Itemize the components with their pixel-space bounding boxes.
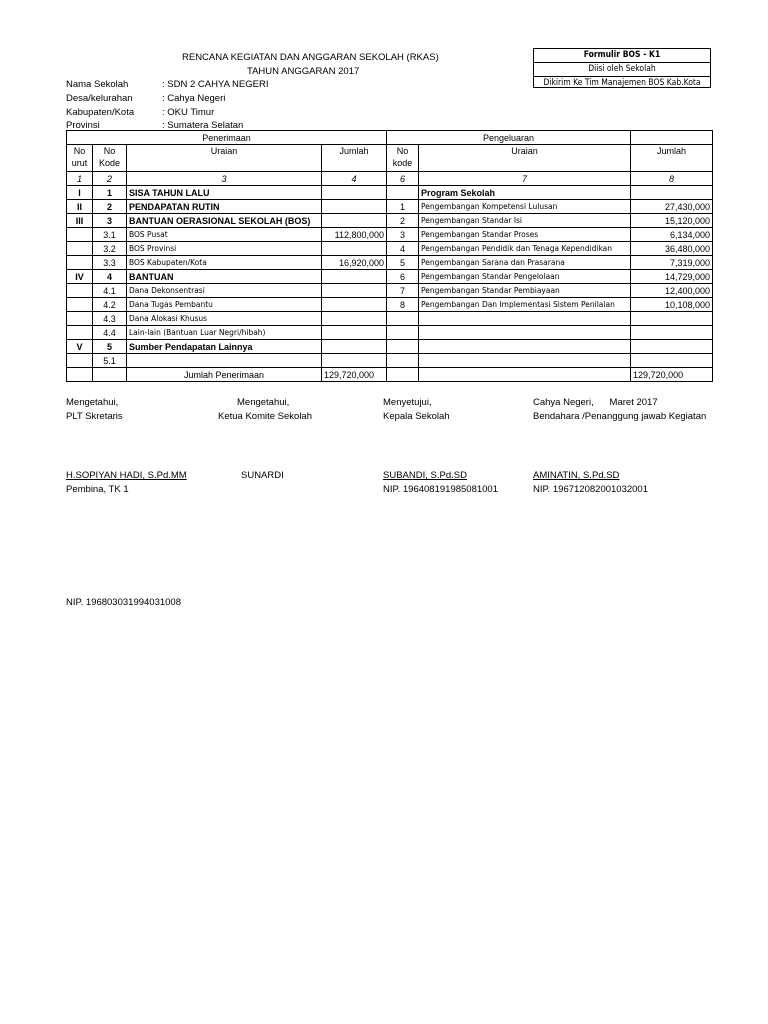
table-row	[67, 242, 713, 256]
row-jumlah	[322, 186, 387, 200]
row-no-urut	[67, 312, 93, 326]
row-no-kode: 4.3	[93, 312, 127, 326]
row-jumlah	[322, 214, 387, 228]
table-row	[67, 270, 713, 284]
row-jumlah: 112,800,000	[322, 228, 387, 242]
col-no-kode-2: No kode	[387, 145, 419, 172]
row-jumlah-2: 36,480,000	[631, 242, 713, 256]
regency-row	[66, 107, 214, 118]
sig1-name: H.SOPIYAN HADI, S.Pd.MM	[66, 470, 187, 481]
row-uraian: Sumber Pendapatan Lainnya	[127, 340, 322, 354]
row-no-urut	[67, 354, 93, 368]
col-number: 6	[387, 172, 419, 186]
sig3-nip: NIP. 196408191985081001	[383, 484, 498, 495]
sig1-role: PLT Skretaris	[66, 411, 123, 422]
row-uraian-2	[419, 354, 631, 368]
sig1-rank: Pembina, TK 1	[66, 484, 129, 495]
row-no-kode-2	[387, 186, 419, 200]
row-no-kode: 3	[93, 214, 127, 228]
row-uraian: BANTUAN	[127, 270, 322, 284]
row-uraian	[127, 354, 322, 368]
row-jumlah-2	[631, 326, 713, 340]
table-row	[67, 186, 713, 200]
row-uraian: Dana Alokasi Khusus	[127, 312, 322, 326]
row-no-urut: III	[67, 214, 93, 228]
sig4-name: AMINATIN, S.Pd.SD	[533, 470, 620, 481]
row-jumlah: 16,920,000	[322, 256, 387, 270]
row-uraian-2: Pengembangan Standar Pengelolaan	[419, 270, 631, 284]
sig3-role: Kepala Sekolah	[383, 411, 450, 422]
col-jumlah-2: Jumlah	[631, 145, 713, 172]
row-no-kode-2	[387, 312, 419, 326]
row-uraian: BANTUAN OERASIONAL SEKOLAH (BOS)	[127, 214, 322, 228]
total-empty	[387, 368, 419, 382]
row-jumlah	[322, 200, 387, 214]
group-header-row	[67, 131, 713, 145]
total-label: Jumlah Penerimaan	[127, 368, 322, 382]
row-jumlah-2	[631, 186, 713, 200]
row-uraian-2: Program Sekolah	[419, 186, 631, 200]
table-row	[67, 228, 713, 242]
table-row	[67, 284, 713, 298]
sig1-heading: Mengetahui,	[66, 397, 119, 408]
row-uraian-2	[419, 340, 631, 354]
row-jumlah	[322, 340, 387, 354]
pengeluaran-header: Pengeluaran	[387, 131, 631, 145]
column-header-row	[67, 145, 713, 172]
school-name-row	[66, 79, 268, 90]
table-row	[67, 340, 713, 354]
table-row	[67, 354, 713, 368]
row-no-kode-2	[387, 354, 419, 368]
row-uraian: PENDAPATAN RUTIN	[127, 200, 322, 214]
col-uraian: Uraian	[127, 145, 322, 172]
row-uraian: BOS Pusat	[127, 228, 322, 242]
table-row	[67, 200, 713, 214]
row-no-urut: IV	[67, 270, 93, 284]
row-no-kode-2: 6	[387, 270, 419, 284]
sig3-name: SUBANDI, S.Pd.SD	[383, 470, 467, 481]
row-no-urut	[67, 326, 93, 340]
col-no-kode: No Kode	[93, 145, 127, 172]
row-no-kode: 4.1	[93, 284, 127, 298]
col-jumlah: Jumlah	[322, 145, 387, 172]
sig4-role: Bendahara /Penanggung jawab Kegiatan	[533, 411, 707, 422]
row-uraian-2	[419, 312, 631, 326]
row-jumlah-2: 10,108,000	[631, 298, 713, 312]
row-no-urut	[67, 242, 93, 256]
sig2-role: Ketua Komite Sekolah	[218, 411, 313, 422]
col-number: 2	[93, 172, 127, 186]
row-uraian-2: Pengembangan Sarana dan Prasarana	[419, 256, 631, 270]
row-uraian-2: Pengembangan Standar Pembiayaan	[419, 284, 631, 298]
sig4-place-date: Cahya Negeri, Maret 2017	[533, 397, 658, 408]
row-no-kode: 3.2	[93, 242, 127, 256]
row-jumlah	[322, 284, 387, 298]
form-code: Formulir BOS - K1	[534, 49, 710, 63]
column-number-row	[67, 172, 713, 186]
row-no-kode: 3.3	[93, 256, 127, 270]
penerimaan-header: Penerimaan	[67, 131, 387, 145]
village-label: Desa/kelurahan	[66, 93, 133, 104]
row-no-kode-2: 7	[387, 284, 419, 298]
row-no-kode-2: 4	[387, 242, 419, 256]
table-row	[67, 298, 713, 312]
row-jumlah-2	[631, 340, 713, 354]
sig1-nip: NIP. 196803031994031008	[66, 597, 181, 608]
province-value: : Sumatera Selatan	[162, 120, 244, 131]
row-uraian: SISA TAHUN LALU	[127, 186, 322, 200]
row-jumlah-2: 27,430,000	[631, 200, 713, 214]
col-number: 7	[419, 172, 631, 186]
sig2-heading: Mengetahui,	[237, 397, 290, 408]
village-row	[66, 93, 225, 104]
row-no-urut	[67, 298, 93, 312]
row-no-urut: I	[67, 186, 93, 200]
row-jumlah	[322, 326, 387, 340]
row-jumlah	[322, 270, 387, 284]
row-jumlah	[322, 242, 387, 256]
row-no-urut	[67, 256, 93, 270]
sig4-nip: NIP. 196712082001032001	[533, 484, 648, 495]
province-label: Provinsi	[66, 120, 100, 131]
regency-value: : OKU Timur	[162, 107, 215, 118]
row-no-kode: 5.1	[93, 354, 127, 368]
row-uraian: Lain-lain (Bantuan Luar Negri/hibah)	[127, 326, 322, 340]
row-uraian-2: Pengembangan Standar Isi	[419, 214, 631, 228]
row-no-urut	[67, 284, 93, 298]
row-jumlah-2: 12,400,000	[631, 284, 713, 298]
sig2-name: SUNARDI	[241, 470, 284, 481]
form-info-box	[533, 48, 711, 88]
regency-label: Kabupaten/Kota	[66, 107, 135, 118]
row-uraian-2	[419, 326, 631, 340]
table-row	[67, 326, 713, 340]
row-no-kode-2	[387, 340, 419, 354]
table-row	[67, 312, 713, 326]
row-jumlah-2	[631, 312, 713, 326]
row-no-kode: 3.1	[93, 228, 127, 242]
form-filled-by: Diisi oleh Sekolah	[534, 63, 710, 77]
school-name-value: : SDN 2 CAHYA NEGERI	[162, 79, 269, 90]
total-empty	[419, 368, 631, 382]
col-number: 8	[631, 172, 713, 186]
total-row	[67, 368, 713, 382]
row-no-kode-2: 8	[387, 298, 419, 312]
row-no-kode: 2	[93, 200, 127, 214]
row-uraian-2: Pengembangan Kompetensi Lulusan	[419, 200, 631, 214]
row-no-kode-2: 1	[387, 200, 419, 214]
form-send-to: Dikirim Ke Tim Manajemen BOS Kab.Kota	[543, 78, 701, 88]
row-uraian: BOS Provinsi	[127, 242, 322, 256]
rkas-table	[66, 130, 713, 382]
total-empty	[67, 368, 93, 382]
row-no-kode: 1	[93, 186, 127, 200]
row-no-kode-2: 2	[387, 214, 419, 228]
total-empty	[93, 368, 127, 382]
col-number: 3	[127, 172, 322, 186]
sig3-heading: Menyetujui,	[383, 397, 432, 408]
document-subtitle: TAHUN ANGGARAN 2017	[247, 66, 360, 77]
row-uraian-2: Pengembangan Dan Implementasi Sistem Penilaian	[419, 298, 631, 312]
row-jumlah	[322, 298, 387, 312]
row-no-kode-2: 3	[387, 228, 419, 242]
row-no-urut	[67, 228, 93, 242]
row-jumlah-2: 6,134,000	[631, 228, 713, 242]
row-jumlah-2: 14,729,000	[631, 270, 713, 284]
col-no-urut: No urut	[67, 145, 93, 172]
row-jumlah-2: 7,319,000	[631, 256, 713, 270]
row-jumlah	[322, 354, 387, 368]
row-uraian: Dana Dekonsentrasi	[127, 284, 322, 298]
row-no-kode-2	[387, 326, 419, 340]
row-uraian: Dana Tugas Pembantu	[127, 298, 322, 312]
row-no-kode: 4.2	[93, 298, 127, 312]
row-jumlah-2: 15,120,000	[631, 214, 713, 228]
school-name-label: Nama Sekolah	[66, 79, 129, 90]
col-uraian-2: Uraian	[419, 145, 631, 172]
village-value: : Cahya Negeri	[162, 93, 226, 104]
row-no-kode-2: 5	[387, 256, 419, 270]
row-no-urut: II	[67, 200, 93, 214]
table-row	[67, 214, 713, 228]
col-number: 1	[67, 172, 93, 186]
row-uraian-2: Pengembangan Standar Proses	[419, 228, 631, 242]
row-no-kode: 5	[93, 340, 127, 354]
row-no-urut: V	[67, 340, 93, 354]
total-penerimaan: 129,720,000	[322, 368, 387, 382]
row-no-kode: 4	[93, 270, 127, 284]
row-jumlah-2	[631, 354, 713, 368]
table-row	[67, 256, 713, 270]
col-number: 4	[322, 172, 387, 186]
row-uraian-2: Pengembangan Pendidik dan Tenaga Kependidikan	[419, 242, 631, 256]
row-jumlah	[322, 312, 387, 326]
document-title: RENCANA KEGIATAN DAN ANGGARAN SEKOLAH (RKAS)	[182, 52, 439, 63]
row-uraian: BOS Kabupaten/Kota	[127, 256, 322, 270]
row-no-kode: 4.4	[93, 326, 127, 340]
total-pengeluaran: 129,720,000	[631, 368, 713, 382]
